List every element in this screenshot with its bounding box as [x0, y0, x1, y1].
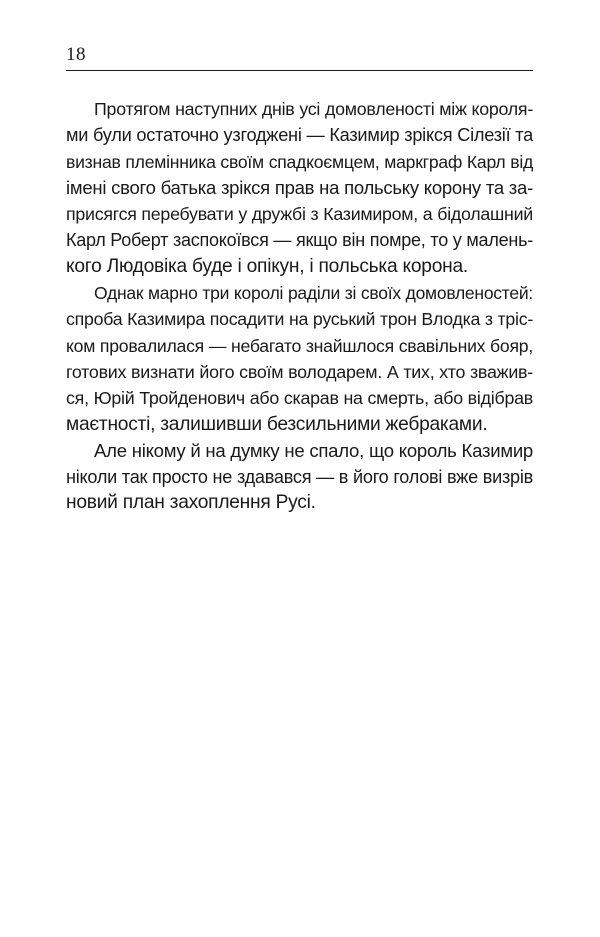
text-line: визнав племінника своїм спадкоємцем, маркграф Карл від: [66, 151, 533, 172]
text-line: Протягом наступних днів усі домовленості між короля-: [94, 99, 533, 119]
text-line: кого Людовіка буде і опікун, і польська корона.: [66, 255, 468, 277]
text-line: присягся перебувати у дружбі з Казимиром, а бідолашний: [66, 204, 533, 225]
text-line: Однак марно три королі раділи зі своїх домовленостей:: [94, 283, 533, 304]
text-line: ся, Юрій Тройденович або скарав на смерть, або відібрав: [66, 388, 533, 409]
text-line: імені свого батька зрікся прав на польську корону та за-: [66, 176, 533, 198]
text-line: Але нікому й на думку не спало, що король Казимир: [94, 439, 533, 461]
body-text: [66, 96, 533, 517]
text-line: Карл Роберт заспокоївся — якщо він помре, то у малень-: [66, 230, 533, 251]
text-line: новий план захоплення Русі.: [66, 492, 316, 514]
text-line: маєтності, залишивши безсильними жебраками.: [66, 413, 488, 435]
paragraph-3: [66, 438, 533, 517]
text-line: ніколи так просто не здавався — в його голові вже визрів: [66, 467, 533, 488]
text-line: ком провалилася — небагато знайшлося свавільних бояр,: [66, 335, 533, 356]
text-line: ми були остаточно узгоджені — Казимир зрікся Сілезії та: [66, 125, 533, 146]
header-rule: [66, 70, 533, 71]
paragraph-2: [66, 280, 533, 438]
text-line: спроба Казимира посадити на руський трон Влодка з тріс-: [66, 309, 533, 330]
paragraph-1: [66, 96, 533, 280]
text-line: готових визнати його своїм володарем. А тих, хто зважив-: [66, 361, 533, 382]
page-number: 18: [66, 44, 86, 65]
